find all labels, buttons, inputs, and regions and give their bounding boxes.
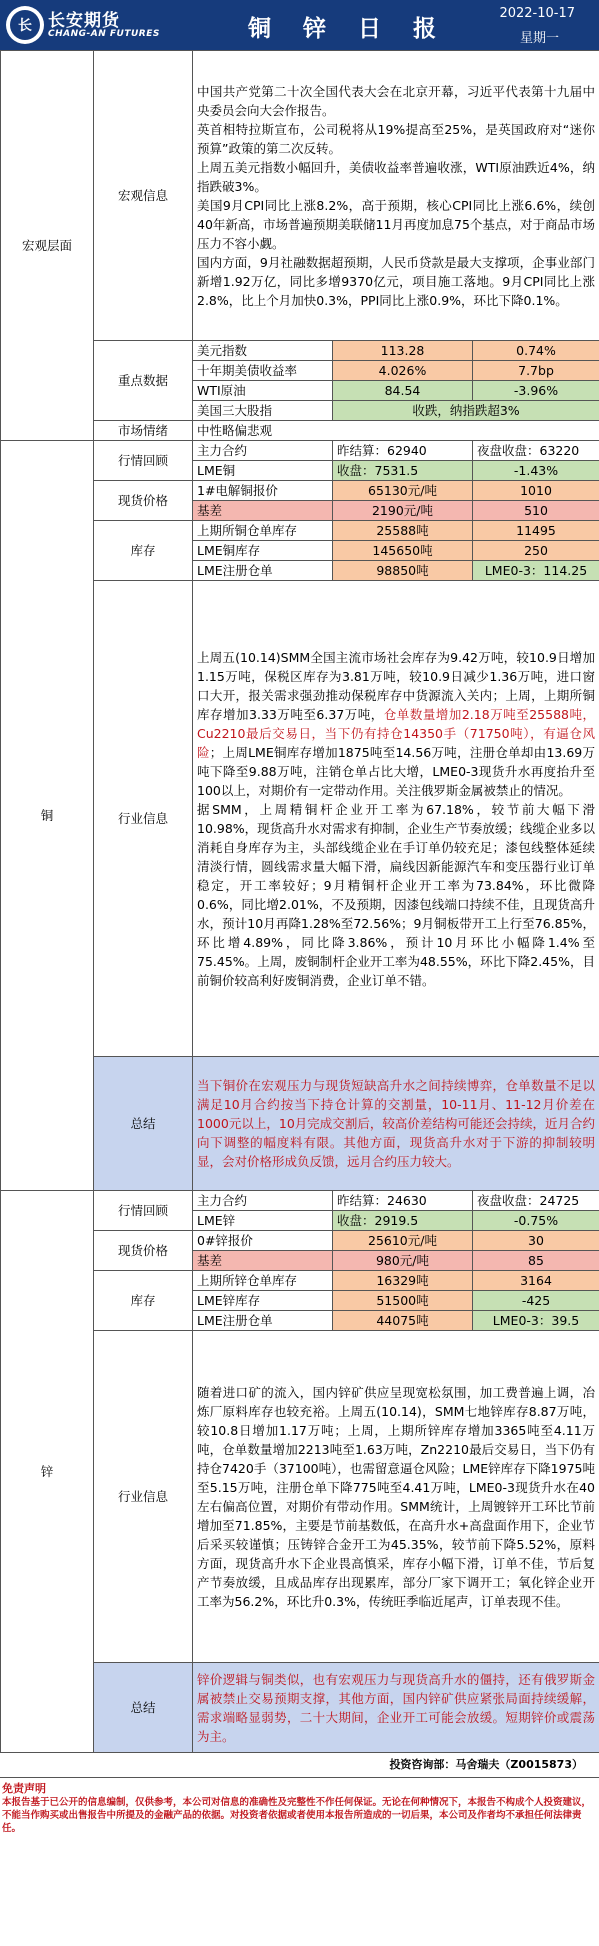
copper-market-label: 行情回顾 <box>94 441 193 481</box>
brand-name-en: CHANG-AN FUTURES <box>48 29 160 39</box>
copper-night-close: 夜盘收盘：63220 <box>473 441 599 461</box>
copper-stock-name: LME铜库存 <box>193 541 333 561</box>
zinc-summary-text: 锌价逻辑与铜类似，也有宏观压力与现货高升水的僵持，还有俄罗斯金属被禁止交易预期支撑，其他方面，国内锌矿供应紧张局面持续缓解，需求端略显弱势，二十大期间，企业开工可能会放缓。短期锌价或震荡为主。 <box>193 1663 599 1753</box>
copper-summary-label: 总结 <box>94 1057 193 1191</box>
copper-stock-value: 25588吨 <box>333 521 473 541</box>
zinc-stock-name: LME注册仓单 <box>193 1311 333 1331</box>
copper-stock-value: 145650吨 <box>333 541 473 561</box>
report-date: 2022-10-17 <box>499 6 575 21</box>
disclaimer-text: 本报告基于已公开的信息编制，仅供参考，本公司对信息的准确性及完整性不作任何保证。无论在何种情况下，本报告不构成个人投资建议，不能当作购买或出售报告中所提及的金融产品的依据。对投资者依据或者使用本报告所造成的一切后果，本公司及作者均不承担任何法律责任。 <box>2 1797 592 1834</box>
zinc-industry-label: 行业信息 <box>94 1331 193 1663</box>
zinc-stock-change: 3164 <box>473 1271 599 1291</box>
copper-stock-name: 上期所铜仓单库存 <box>193 521 333 541</box>
copper-basis-change: 510 <box>473 501 599 521</box>
copper-basis-name: 基差 <box>193 501 333 521</box>
zinc-basis-change: 85 <box>473 1251 599 1271</box>
macro-info-text <box>193 51 599 341</box>
key-data-change: 0.74% <box>473 341 599 361</box>
copper-stock-label: 库存 <box>94 521 193 581</box>
copper-settle: 昨结算：62940 <box>333 441 473 461</box>
zinc-contract-label: 主力合约 <box>193 1191 333 1211</box>
zinc-stock-value: 51500吨 <box>333 1291 473 1311</box>
key-data-value: 113.28 <box>333 341 473 361</box>
copper-industry-paragraph: 据SMM，上周精铜杆企业开工率为67.18%，较节前大幅下滑10.98%，现货高升水对需求有抑制，企业生产节奏放缓；线缆企业多以消耗自身库存为主，头部线缆企业在手订单仍较充足；漆包线整体延续清淡行情，圆线需求量大幅下滑，扁线因新能源汽车和变压器行业订单稳定，开工率较好；9月精铜杆企业开工率为73.84%，环比微降0.6%，同比增2.01%，不及预期，因漆包线端口持续不佳，且现货高升水，预计10月再降1.28%至72.56%；9月铜板带开工上行至76.85%，环比增4.89%，同比降3.86%，预计10月环比小幅降1.4%至75.45%。上周，废铜制杆企业开工率为48.55%，环比下降2.45%，目前铜价较高利好废铜消费，企业订单不错。 <box>197 801 596 988</box>
zinc-basis-value: 980元/吨 <box>333 1251 473 1271</box>
zinc-spot-label: 现货价格 <box>94 1231 193 1271</box>
copper-lme-close: 收盘：7531.5 <box>333 461 473 481</box>
zinc-industry-text: 随着进口矿的流入，国内锌矿供应呈现宽松氛围，加工费普遍上调，冶炼厂原料库存也较充裕。上周五(10.14)，SMM七地锌库存8.87万吨，较10.8日增加1.17万吨；上周，上期所锌库存增加3365吨至4.11万吨，仓单数量增加2213吨至1.63万吨，Zn2210最后交易日，当下仍有持仓7420手（37100吨），也需留意逼仓风险；LME锌库存下降1975吨至5.15万吨，注册仓单下降775吨至4.41万吨，LME0-3现货升水在40左右偏高位置，对期价有带动作用。SMM统计，上周镀锌开工环比节前增加至71.85%，主要是节前基数低，在高升水+高盘面作用下，企业节后采买较谨慎；压铸锌合金开工为45.35%，较节前下降5.52%，原料方面，现货高升水下企业畏高慎采，库存小幅下滑，订单不佳，节后复产节奏放缓，且成品库存出现累库，部分厂家下调开工；氧化锌企业开工率为56.2%，环比升0.3%，传统旺季临近尾声，订单表现不佳。 <box>193 1331 599 1663</box>
copper-basis-value: 2190元/吨 <box>333 501 473 521</box>
zinc-basis-name: 基差 <box>193 1251 333 1271</box>
copper-spot-label: 现货价格 <box>94 481 193 521</box>
zinc-night-close: 夜盘收盘：24725 <box>473 1191 599 1211</box>
company-logo <box>6 6 44 44</box>
zinc-lme-close: 收盘：2919.5 <box>333 1211 473 1231</box>
copper-contract-row <box>1 441 599 461</box>
macro-paragraph: 美国9月CPI同比上涨8.2%，高于预期，核心CPI同比上涨6.6%，续创40年新高，市场普遍预期美联储11月再度加息75个基点，对于商品市场压力不容小觑。 <box>197 197 596 251</box>
copper-industry-warning: 仓单数量增加2.18万吨至25588吨，Cu2210最后交易日，当下仍有持仓14350手（71750吨），有逼仓风险 <box>197 706 596 760</box>
analyst-credit: 投资咨询部：马舍瑞夫（Z0015873） <box>0 1753 599 1778</box>
key-data-name: 美元指数 <box>193 341 333 361</box>
key-data-value: 4.026% <box>333 361 473 381</box>
zinc-spot-name: 0#锌报价 <box>193 1231 333 1251</box>
key-data-merged: 收跌，纳指跌超3% <box>333 401 599 421</box>
copper-industry-label: 行业信息 <box>94 581 193 1057</box>
zinc-stock-label: 库存 <box>94 1271 193 1331</box>
copper-stock-name: LME注册仓单 <box>193 561 333 581</box>
zinc-spot-price: 25610元/吨 <box>333 1231 473 1251</box>
zinc-stock-name: 上期所锌仓单库存 <box>193 1271 333 1291</box>
zinc-stock-change: LME0-3：39.5 <box>473 1311 599 1331</box>
report-table <box>0 50 599 1753</box>
key-data-label: 重点数据 <box>94 341 193 421</box>
brand-name-cn: 长安期货 <box>48 11 120 31</box>
copper-lme-label: LME铜 <box>193 461 333 481</box>
zinc-lme-change: -0.75% <box>473 1211 599 1231</box>
zinc-spot-change: 30 <box>473 1231 599 1251</box>
macro-paragraph: 上周五美元指数小幅回升，美债收益率普遍收涨，WTI原油跌近4%，纳指跌破3%。 <box>197 159 596 194</box>
zinc-lme-label: LME锌 <box>193 1211 333 1231</box>
copper-stock-value: 98850吨 <box>333 561 473 581</box>
copper-spot-price: 65130元/吨 <box>333 481 473 501</box>
key-data-name: 十年期美债收益率 <box>193 361 333 381</box>
macro-paragraph: 中国共产党第二十次全国代表大会在北京开幕，习近平代表第十九届中央委员会向大会作报告。 <box>197 83 596 118</box>
zinc-stock-change: -425 <box>473 1291 599 1311</box>
copper-spot-change: 1010 <box>473 481 599 501</box>
key-data-change: 7.7bp <box>473 361 599 381</box>
logo-mark: 长 <box>10 10 40 40</box>
sentiment-value: 中性略偏悲观 <box>193 421 599 441</box>
disclaimer-title: 免责声明 <box>2 1782 46 1795</box>
zinc-stock-value: 44075吨 <box>333 1311 473 1331</box>
zinc-market-label: 行情回顾 <box>94 1191 193 1231</box>
report-weekday: 星期一 <box>519 31 559 46</box>
zinc-settle: 昨结算：24630 <box>333 1191 473 1211</box>
key-data-name: 美国三大股指 <box>193 401 333 421</box>
report-header <box>0 0 599 50</box>
report-title: 铜 锌 日 报 <box>248 16 449 42</box>
copper-stock-change: 250 <box>473 541 599 561</box>
copper-industry-text <box>193 581 599 1057</box>
copper-industry-paragraph <box>197 648 595 800</box>
zinc-contract-row <box>1 1191 599 1211</box>
sentiment-label: 市场情绪 <box>94 421 193 441</box>
zinc-stock-value: 16329吨 <box>333 1271 473 1291</box>
copper-lme-change: -1.43% <box>473 461 599 481</box>
copper-summary-text: 当下铜价在宏观压力与现货短缺高升水之间持续博弈，仓单数量不足以满足10月合约按当下持仓计算的交割量，10-11月、11-12月价差在1000元以上，10月完成交割后，较高价差结构可能还会持续，近月合约向下调整的幅度料有限。其他方面，现货高升水对于下游的抑制较明显，会对价格形成负反馈，远月合约压力较大。 <box>193 1057 599 1191</box>
copper-stock-change: LME0-3：114.25 <box>473 561 599 581</box>
copper-spot-name: 1#电解铜报价 <box>193 481 333 501</box>
copper-stock-change: 11495 <box>473 521 599 541</box>
zinc-category: 锌 <box>1 1191 94 1753</box>
macro-info-row <box>1 51 599 341</box>
key-data-value: 84.54 <box>333 381 473 401</box>
macro-paragraph: 英首相特拉斯宣布，公司税将从19%提高至25%，是英国政府对“迷你预算”政策的第二次反转。 <box>197 121 596 156</box>
key-data-name: WTI原油 <box>193 381 333 401</box>
copper-contract-label: 主力合约 <box>193 441 333 461</box>
macro-category: 宏观层面 <box>1 51 94 441</box>
macro-info-label: 宏观信息 <box>94 51 193 341</box>
macro-paragraph: 国内方面，9月社融数据超预期，人民币贷款是最大支撑项，企事业部门新增1.92万亿，同比多增9370亿元，项目施工落地。9月CPI同比上涨2.8%，比上个月加快0.3%，PPI同比上涨0.9%，环比下降0.1%。 <box>197 254 596 308</box>
copper-industry-text-b: ；上周LME铜库存增加1875吨至14.56万吨，注册仓单却由13.69万吨下降至9.88万吨，注销仓单占比大增，LME0-3现货升水再度抬升至100以上，对期价有一定带动作用。关注俄罗斯金属被禁止的情况。 <box>197 744 596 798</box>
copper-industry-text-a: 上周五(10.14)SMM全国主流市场社会库存为9.42万吨，较10.9日增加1.15万吨，保税区库存为3.81万吨，较10.9日减少1.36万吨，进口窗口大开，报关需求强劲推动保税库存中货源流入关内；上周，上期所铜库存增加3.33万吨至6.37万吨， <box>197 649 596 722</box>
copper-category: 铜 <box>1 441 94 1191</box>
zinc-stock-name: LME锌库存 <box>193 1291 333 1311</box>
zinc-summary-label: 总结 <box>94 1663 193 1753</box>
key-data-change: -3.96% <box>473 381 599 401</box>
